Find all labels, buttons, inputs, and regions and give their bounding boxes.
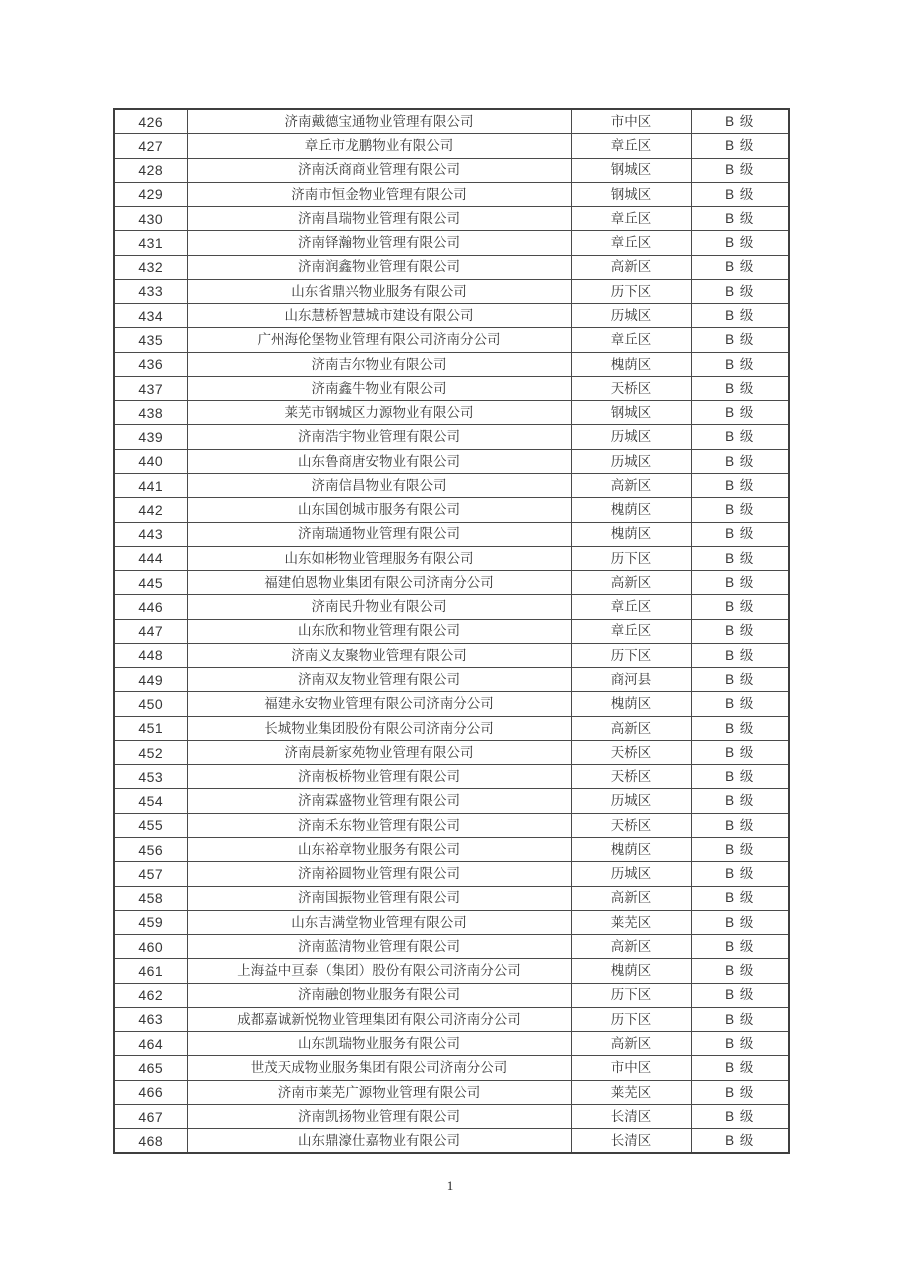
company-cell: 济南裕圆物业管理有限公司: [187, 862, 571, 886]
table-row: [114, 134, 789, 158]
serial-cell: 458: [114, 886, 187, 910]
serial-cell: 428: [114, 158, 187, 182]
company-cell: 山东凯瑞物业服务有限公司: [187, 1032, 571, 1056]
serial-cell: 465: [114, 1056, 187, 1080]
table-row: [114, 522, 789, 546]
table-row: [114, 837, 789, 861]
grade-cell: B 级: [691, 813, 789, 837]
serial-cell: 435: [114, 328, 187, 352]
serial-cell: 459: [114, 910, 187, 934]
company-cell: 济南浩宇物业管理有限公司: [187, 425, 571, 449]
grade-cell: B 级: [691, 595, 789, 619]
company-cell: 山东欣和物业管理有限公司: [187, 619, 571, 643]
grade-cell: B 级: [691, 983, 789, 1007]
serial-cell: 426: [114, 109, 187, 134]
serial-cell: 461: [114, 959, 187, 983]
table-row: [114, 1104, 789, 1128]
company-cell: 济南板桥物业管理有限公司: [187, 765, 571, 789]
company-cell: 济南鑫牛物业有限公司: [187, 376, 571, 400]
company-cell: 济南润鑫物业管理有限公司: [187, 255, 571, 279]
grade-cell: B 级: [691, 716, 789, 740]
company-cell: 世茂天成物业服务集团有限公司济南分公司: [187, 1056, 571, 1080]
serial-cell: 447: [114, 619, 187, 643]
serial-cell: 466: [114, 1080, 187, 1104]
company-cell: 济南晨新家苑物业管理有限公司: [187, 740, 571, 764]
grade-cell: B 级: [691, 886, 789, 910]
company-cell: 济南信昌物业有限公司: [187, 473, 571, 497]
grade-cell: B 级: [691, 401, 789, 425]
company-cell: 山东裕章物业服务有限公司: [187, 837, 571, 861]
district-cell: 天桥区: [571, 765, 691, 789]
serial-cell: 432: [114, 255, 187, 279]
serial-cell: 449: [114, 668, 187, 692]
company-cell: 济南双友物业管理有限公司: [187, 668, 571, 692]
company-cell: 济南铎瀚物业管理有限公司: [187, 231, 571, 255]
company-cell: 济南国振物业管理有限公司: [187, 886, 571, 910]
grade-cell: B 级: [691, 1129, 789, 1154]
grade-cell: B 级: [691, 498, 789, 522]
table-row: [114, 959, 789, 983]
district-cell: 槐荫区: [571, 352, 691, 376]
district-cell: 莱芜区: [571, 1080, 691, 1104]
company-cell: 济南瑞通物业管理有限公司: [187, 522, 571, 546]
table-row: [114, 182, 789, 206]
district-cell: 章丘区: [571, 328, 691, 352]
company-cell: 山东吉满堂物业管理有限公司: [187, 910, 571, 934]
company-rating-table: [113, 108, 790, 1154]
company-cell: 济南禾东物业管理有限公司: [187, 813, 571, 837]
company-cell: 山东省鼎兴物业服务有限公司: [187, 279, 571, 303]
company-cell: 山东鼎濠仕嘉物业有限公司: [187, 1129, 571, 1154]
company-cell: 山东国创城市服务有限公司: [187, 498, 571, 522]
serial-cell: 437: [114, 376, 187, 400]
district-cell: 历下区: [571, 1007, 691, 1031]
serial-cell: 439: [114, 425, 187, 449]
company-cell: 济南市恒金物业管理有限公司: [187, 182, 571, 206]
table-row: [114, 158, 789, 182]
serial-cell: 468: [114, 1129, 187, 1154]
table-row: [114, 740, 789, 764]
company-cell: 广州海伦堡物业管理有限公司济南分公司: [187, 328, 571, 352]
district-cell: 商河县: [571, 668, 691, 692]
district-cell: 市中区: [571, 1056, 691, 1080]
table-row: [114, 352, 789, 376]
grade-cell: B 级: [691, 352, 789, 376]
serial-cell: 427: [114, 134, 187, 158]
grade-cell: B 级: [691, 109, 789, 134]
district-cell: 天桥区: [571, 376, 691, 400]
table-row: [114, 571, 789, 595]
district-cell: 历城区: [571, 304, 691, 328]
company-cell: 济南融创物业服务有限公司: [187, 983, 571, 1007]
grade-cell: B 级: [691, 158, 789, 182]
grade-cell: B 级: [691, 279, 789, 303]
serial-cell: 451: [114, 716, 187, 740]
company-cell: 福建伯恩物业集团有限公司济南分公司: [187, 571, 571, 595]
grade-cell: B 级: [691, 304, 789, 328]
table-row: [114, 886, 789, 910]
table-row: [114, 1007, 789, 1031]
grade-cell: B 级: [691, 207, 789, 231]
district-cell: 长清区: [571, 1104, 691, 1128]
district-cell: 历城区: [571, 862, 691, 886]
serial-cell: 453: [114, 765, 187, 789]
serial-cell: 431: [114, 231, 187, 255]
company-cell: 莱芜市钢城区力源物业有限公司: [187, 401, 571, 425]
district-cell: 槐荫区: [571, 522, 691, 546]
serial-cell: 450: [114, 692, 187, 716]
company-cell: 长城物业集团股份有限公司济南分公司: [187, 716, 571, 740]
company-cell: 成都嘉诚新悦物业管理集团有限公司济南分公司: [187, 1007, 571, 1031]
table-row: [114, 716, 789, 740]
grade-cell: B 级: [691, 231, 789, 255]
table-row: [114, 449, 789, 473]
company-cell: 济南戴德宝通物业管理有限公司: [187, 109, 571, 134]
serial-cell: 440: [114, 449, 187, 473]
table-row: [114, 619, 789, 643]
district-cell: 历下区: [571, 983, 691, 1007]
grade-cell: B 级: [691, 643, 789, 667]
serial-cell: 436: [114, 352, 187, 376]
serial-cell: 463: [114, 1007, 187, 1031]
district-cell: 天桥区: [571, 740, 691, 764]
grade-cell: B 级: [691, 740, 789, 764]
grade-cell: B 级: [691, 255, 789, 279]
table-row: [114, 231, 789, 255]
serial-cell: 443: [114, 522, 187, 546]
serial-cell: 454: [114, 789, 187, 813]
table-row: [114, 789, 789, 813]
grade-cell: B 级: [691, 571, 789, 595]
table-row: [114, 983, 789, 1007]
grade-cell: B 级: [691, 862, 789, 886]
district-cell: 历下区: [571, 279, 691, 303]
company-cell: 济南霖盛物业管理有限公司: [187, 789, 571, 813]
table-row: [114, 328, 789, 352]
district-cell: 历城区: [571, 449, 691, 473]
grade-cell: B 级: [691, 692, 789, 716]
district-cell: 槐荫区: [571, 837, 691, 861]
company-cell: 济南凯扬物业管理有限公司: [187, 1104, 571, 1128]
company-cell: 济南蓝清物业管理有限公司: [187, 935, 571, 959]
table-row: [114, 109, 789, 134]
district-cell: 高新区: [571, 886, 691, 910]
table-row: [114, 401, 789, 425]
table-row: [114, 279, 789, 303]
serial-cell: 455: [114, 813, 187, 837]
table-row: [114, 813, 789, 837]
company-cell: 山东如彬物业管理服务有限公司: [187, 546, 571, 570]
district-cell: 章丘区: [571, 134, 691, 158]
serial-cell: 446: [114, 595, 187, 619]
serial-cell: 467: [114, 1104, 187, 1128]
company-cell: 章丘市龙鹏物业有限公司: [187, 134, 571, 158]
district-cell: 历下区: [571, 546, 691, 570]
grade-cell: B 级: [691, 959, 789, 983]
serial-cell: 441: [114, 473, 187, 497]
company-cell: 济南义友聚物业管理有限公司: [187, 643, 571, 667]
table-row: [114, 1129, 789, 1154]
district-cell: 钢城区: [571, 401, 691, 425]
company-cell: 山东慧桥智慧城市建设有限公司: [187, 304, 571, 328]
table-row: [114, 935, 789, 959]
district-cell: 槐荫区: [571, 498, 691, 522]
district-cell: 历下区: [571, 643, 691, 667]
table-row: [114, 910, 789, 934]
table-row: [114, 595, 789, 619]
grade-cell: B 级: [691, 376, 789, 400]
district-cell: 高新区: [571, 935, 691, 959]
grade-cell: B 级: [691, 1104, 789, 1128]
serial-cell: 445: [114, 571, 187, 595]
table-row: [114, 1080, 789, 1104]
grade-cell: B 级: [691, 668, 789, 692]
table-row: [114, 1056, 789, 1080]
grade-cell: B 级: [691, 1056, 789, 1080]
grade-cell: B 级: [691, 765, 789, 789]
serial-cell: 438: [114, 401, 187, 425]
grade-cell: B 级: [691, 837, 789, 861]
table-row: [114, 692, 789, 716]
district-cell: 长清区: [571, 1129, 691, 1154]
serial-cell: 460: [114, 935, 187, 959]
serial-cell: 444: [114, 546, 187, 570]
rating-table-body: [114, 109, 789, 1153]
serial-cell: 430: [114, 207, 187, 231]
grade-cell: B 级: [691, 328, 789, 352]
table-row: [114, 668, 789, 692]
serial-cell: 448: [114, 643, 187, 667]
grade-cell: B 级: [691, 1080, 789, 1104]
grade-cell: B 级: [691, 425, 789, 449]
company-cell: 济南吉尔物业有限公司: [187, 352, 571, 376]
grade-cell: B 级: [691, 473, 789, 497]
district-cell: 章丘区: [571, 619, 691, 643]
serial-cell: 433: [114, 279, 187, 303]
serial-cell: 452: [114, 740, 187, 764]
grade-cell: B 级: [691, 182, 789, 206]
serial-cell: 457: [114, 862, 187, 886]
company-cell: 济南昌瑞物业管理有限公司: [187, 207, 571, 231]
grade-cell: B 级: [691, 1007, 789, 1031]
grade-cell: B 级: [691, 935, 789, 959]
district-cell: 章丘区: [571, 595, 691, 619]
district-cell: 高新区: [571, 571, 691, 595]
grade-cell: B 级: [691, 546, 789, 570]
serial-cell: 462: [114, 983, 187, 1007]
district-cell: 高新区: [571, 716, 691, 740]
table-row: [114, 765, 789, 789]
grade-cell: B 级: [691, 522, 789, 546]
district-cell: 槐荫区: [571, 692, 691, 716]
table-row: [114, 643, 789, 667]
serial-cell: 429: [114, 182, 187, 206]
district-cell: 天桥区: [571, 813, 691, 837]
page-number: 1: [446, 1178, 454, 1193]
table-row: [114, 473, 789, 497]
table-row: [114, 304, 789, 328]
table-row: [114, 207, 789, 231]
grade-cell: B 级: [691, 1032, 789, 1056]
district-cell: 槐荫区: [571, 959, 691, 983]
grade-cell: B 级: [691, 619, 789, 643]
grade-cell: B 级: [691, 449, 789, 473]
grade-cell: B 级: [691, 789, 789, 813]
grade-cell: B 级: [691, 134, 789, 158]
serial-cell: 434: [114, 304, 187, 328]
grade-cell: B 级: [691, 910, 789, 934]
district-cell: 市中区: [571, 109, 691, 134]
table-row: [114, 1032, 789, 1056]
company-cell: 济南民升物业有限公司: [187, 595, 571, 619]
district-cell: 高新区: [571, 1032, 691, 1056]
table-row: [114, 376, 789, 400]
serial-cell: 464: [114, 1032, 187, 1056]
company-cell: 山东鲁商唐安物业有限公司: [187, 449, 571, 473]
company-cell: 福建永安物业管理有限公司济南分公司: [187, 692, 571, 716]
district-cell: 高新区: [571, 255, 691, 279]
district-cell: 钢城区: [571, 182, 691, 206]
district-cell: 高新区: [571, 473, 691, 497]
table-row: [114, 498, 789, 522]
district-cell: 章丘区: [571, 207, 691, 231]
company-cell: 济南沃商商业管理有限公司: [187, 158, 571, 182]
table-row: [114, 862, 789, 886]
table-row: [114, 425, 789, 449]
district-cell: 章丘区: [571, 231, 691, 255]
district-cell: 钢城区: [571, 158, 691, 182]
company-cell: 上海益中亘泰（集团）股份有限公司济南分公司: [187, 959, 571, 983]
district-cell: 莱芜区: [571, 910, 691, 934]
serial-cell: 442: [114, 498, 187, 522]
table-row: [114, 546, 789, 570]
district-cell: 历城区: [571, 425, 691, 449]
serial-cell: 456: [114, 837, 187, 861]
district-cell: 历城区: [571, 789, 691, 813]
company-cell: 济南市莱芜广源物业管理有限公司: [187, 1080, 571, 1104]
table-row: [114, 255, 789, 279]
